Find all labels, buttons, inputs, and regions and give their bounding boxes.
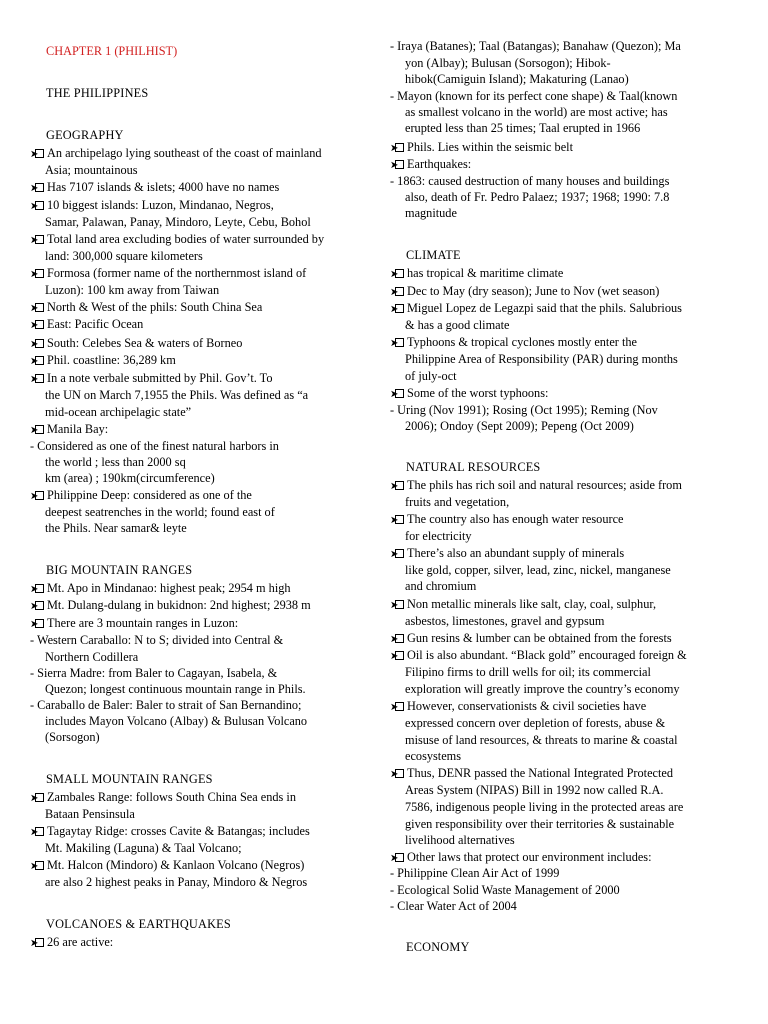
arrow-bullet-icon: ➤ (390, 284, 407, 301)
bullet-item (30, 352, 176, 370)
text-line (405, 368, 457, 385)
line-text: - Ecological Solid Waste Management of 2000 (390, 883, 620, 897)
line-text: - Sierra Madre: from Baler to Cagayan, Isabela, & (30, 666, 278, 680)
text-line (45, 504, 275, 521)
line-text: land: 300,000 square kilometers (45, 249, 203, 263)
arrow-bullet-icon: ➤ (390, 386, 407, 403)
bullet-item (30, 197, 274, 215)
line-text: VOLCANOES & EARTHQUAKES (46, 917, 231, 931)
arrow-bullet-icon: ➤ (390, 140, 407, 157)
arrow-bullet-icon: ➤ (390, 648, 407, 665)
text-line (405, 799, 683, 816)
arrow-bullet-icon: ➤ (390, 699, 407, 716)
line-text: & has a good climate (405, 318, 510, 332)
line-text: has tropical & maritime climate (407, 266, 564, 280)
text-line (405, 832, 515, 849)
line-text: Oil is also abundant. “Black gold” encouraged foreign & (407, 648, 687, 662)
line-text: Areas System (NIPAS) Bill in 1992 now called R.A. (405, 783, 664, 797)
bullet-item (390, 630, 672, 648)
line-text: CHAPTER 1 (PHILHIST) (46, 44, 178, 58)
text-line (405, 562, 671, 579)
line-text: - Iraya (Batanes); Taal (Batangas); Banahaw (Quezon); Ma (390, 39, 681, 53)
line-text: 26 are active: (47, 935, 114, 949)
bullet-item (390, 596, 656, 614)
line-text: are also 2 highest peaks in Panay, Mindoro & Negros (45, 875, 308, 889)
arrow-bullet-icon: ➤ (30, 371, 47, 388)
text-line (45, 454, 186, 471)
bullet-item (390, 511, 623, 529)
bullet-item (390, 283, 659, 301)
bullet-item (390, 765, 673, 783)
line-text: the world ; less than 2000 sq (45, 455, 186, 469)
line-text: Miguel Lopez de Legazpi said that the phils. Salubrious (407, 301, 682, 315)
text-line (405, 104, 668, 121)
line-text: yon (Albay); Bulusan (Sorsogon); Hibok- (405, 56, 611, 70)
line-text: In a note verbale submitted by Phil. Gov’t. To (47, 371, 273, 385)
line-text: Earthquakes: (407, 157, 472, 171)
arrow-bullet-icon: ➤ (30, 488, 47, 505)
text-line (405, 120, 640, 137)
line-text: Zambales Range: follows South China Sea ends in (47, 790, 296, 804)
line-text: Typhoons & tropical cyclones mostly enter the (407, 335, 637, 349)
text-line (390, 88, 677, 105)
text-line (45, 713, 307, 730)
arrow-bullet-icon: ➤ (390, 157, 407, 174)
line-text: Mt. Halcon (Mindoro) & Kanlaon Volcano (Negros) (47, 858, 305, 872)
line-text: Dec to May (dry season); June to Nov (wet season) (407, 284, 660, 298)
arrow-bullet-icon: ➤ (30, 422, 47, 439)
line-text: - Philippine Clean Air Act of 1999 (390, 866, 560, 880)
text-line (405, 189, 669, 206)
text-line (405, 816, 674, 833)
line-text: (Sorsogon) (45, 730, 100, 744)
line-text: Some of the worst typhoons: (407, 386, 549, 400)
line-text: Manila Bay: (47, 422, 109, 436)
bullet-item (30, 857, 304, 875)
line-text: 2006); Ondoy (Sept 2009); Pepeng (Oct 2009) (405, 419, 634, 433)
text-line (30, 438, 279, 455)
text-line (45, 470, 215, 487)
text-line (45, 248, 203, 265)
text-line (390, 865, 559, 882)
line-text: expressed concern over depletion of forests, abuse & (405, 716, 666, 730)
line-text: 7586, indigenous people living in the protected areas are (405, 800, 684, 814)
bullet-item (30, 421, 108, 439)
bullet-item (390, 139, 573, 157)
line-text: CLIMATE (406, 248, 461, 262)
arrow-bullet-icon: ➤ (30, 266, 47, 283)
line-text: includes Mayon Volcano (Albay) & Bulusan Volcano (45, 714, 308, 728)
text-line (405, 418, 634, 435)
arrow-bullet-icon: ➤ (30, 790, 47, 807)
line-text: Gun resins & lumber can be obtained from the forests (407, 631, 672, 645)
line-text: Other laws that protect our environment includes: (407, 850, 652, 864)
line-text: - 1863: caused destruction of many houses and buildings (390, 174, 670, 188)
text-line (30, 697, 301, 714)
line-text: The phils has rich soil and natural resources; aside from (407, 478, 682, 492)
line-text: Tagaytay Ridge: crosses Cavite & Batangas; includes (47, 824, 310, 838)
text-line (390, 38, 681, 55)
line-text: Formosa (former name of the northernmost island of (47, 266, 307, 280)
arrow-bullet-icon: ➤ (30, 300, 47, 317)
text-line (45, 649, 138, 666)
text-line (405, 71, 629, 88)
line-text: like gold, copper, silver, lead, zinc, nickel, manganese (405, 563, 671, 577)
arrow-bullet-icon: ➤ (390, 266, 407, 283)
line-text: km (area) ; 190km(circumference) (45, 471, 215, 485)
line-text: for electricity (405, 529, 472, 543)
bullet-item (30, 370, 272, 388)
line-text: Total land area excluding bodies of water surrounded by (47, 232, 325, 246)
bullet-item (30, 487, 252, 505)
line-text: - Caraballo de Baler: Baler to strait of San Bernandino; (30, 698, 302, 712)
line-text: Filipino firms to drill wells for oil; its commercial (405, 665, 651, 679)
text-line (405, 681, 680, 698)
line-text: erupted less than 25 times; Taal erupted in 1966 (405, 121, 641, 135)
text-line (45, 729, 100, 746)
text-line (45, 806, 135, 823)
line-text: GEOGRAPHY (46, 128, 124, 142)
text-line (45, 214, 311, 231)
bullet-item (30, 316, 143, 334)
line-text: of july-oct (405, 369, 457, 383)
line-text: given responsibility over their territories & sustainable (405, 817, 675, 831)
text-line (405, 494, 509, 511)
line-text: Non metallic minerals like salt, clay, coal, sulphur, (407, 597, 657, 611)
text-line (405, 55, 611, 72)
line-text: There are 3 mountain ranges in Luzon: (47, 616, 239, 630)
bullet-item (30, 789, 296, 807)
line-text: and chromium (405, 579, 477, 593)
line-text: THE PHILIPPINES (46, 86, 149, 100)
line-text: Asia; mountainous (45, 163, 138, 177)
bullet-item (390, 477, 682, 495)
text-line (405, 317, 510, 334)
line-text: deepest seatrenches in the world; found east of (45, 505, 275, 519)
text-line (45, 404, 191, 421)
section-heading (406, 939, 470, 956)
arrow-bullet-icon: ➤ (30, 824, 47, 841)
bullet-item (390, 156, 471, 174)
line-text: mid-ocean archipelagic state” (45, 405, 192, 419)
bullet-item (390, 647, 687, 665)
bullet-item (390, 385, 548, 403)
bullet-item (30, 823, 310, 841)
line-text: exploration will greatly improve the country’s economy (405, 682, 680, 696)
text-line (405, 351, 678, 368)
arrow-bullet-icon: ➤ (30, 146, 47, 163)
arrow-bullet-icon: ➤ (30, 198, 47, 215)
bullet-item (30, 934, 113, 952)
line-text: hibok(Camiguin Island); Makaturing (Lanao) (405, 72, 629, 86)
bullet-item (30, 231, 324, 249)
line-text: Samar, Palawan, Panay, Mindoro, Leyte, Cebu, Bohol (45, 215, 311, 229)
section-heading (46, 771, 213, 788)
text-line (405, 748, 461, 765)
line-text: ECONOMY (406, 940, 470, 954)
bullet-item (30, 597, 311, 615)
arrow-bullet-icon: ➤ (30, 858, 47, 875)
arrow-bullet-icon: ➤ (390, 546, 407, 563)
arrow-bullet-icon: ➤ (30, 180, 47, 197)
text-line (405, 613, 604, 630)
line-text: Phils. Lies within the seismic belt (407, 140, 573, 154)
line-text: - Uring (Nov 1991); Rosing (Oct 1995); Reming (Nov (390, 403, 658, 417)
arrow-bullet-icon: ➤ (390, 597, 407, 614)
text-line (390, 173, 669, 190)
section-heading (406, 459, 540, 476)
line-text: misuse of land resources, & threats to marine & coastal (405, 733, 678, 747)
arrow-bullet-icon: ➤ (30, 317, 47, 334)
arrow-bullet-icon: ➤ (390, 335, 407, 352)
line-text: magnitude (405, 206, 457, 220)
line-text: Has 7107 islands & islets; 4000 have no names (47, 180, 280, 194)
line-text: NATURAL RESOURCES (406, 460, 541, 474)
section-heading (46, 43, 177, 60)
line-text: Mt. Dulang-dulang in bukidnon: 2nd highest; 2938 m (47, 598, 311, 612)
section-heading (46, 916, 231, 933)
text-line (405, 205, 457, 222)
line-text: - Considered as one of the finest natural harbors in (30, 439, 279, 453)
line-text: asbestos, limestones, gravel and gypsum (405, 614, 605, 628)
bullet-item (30, 580, 291, 598)
arrow-bullet-icon: ➤ (390, 512, 407, 529)
bullet-item (30, 335, 242, 353)
text-line (45, 282, 219, 299)
line-text: fruits and vegetation, (405, 495, 510, 509)
line-text: East: Pacific Ocean (47, 317, 144, 331)
text-line (45, 520, 187, 537)
line-text: Luzon): 100 km away from Taiwan (45, 283, 220, 297)
line-text: Phil. coastline: 36,289 km (47, 353, 176, 367)
line-text: 10 biggest islands: Luzon, Mindanao, Negros, (47, 198, 274, 212)
arrow-bullet-icon: ➤ (390, 301, 407, 318)
line-text: Philippine Deep: considered as one of the (47, 488, 252, 502)
line-text: the Phils. Near samar& leyte (45, 521, 187, 535)
bullet-item (390, 698, 646, 716)
text-line (405, 664, 651, 681)
text-line (45, 681, 306, 698)
text-line (390, 402, 658, 419)
text-line (390, 898, 517, 915)
line-text: also, death of Fr. Pedro Palaez; 1937; 1968; 1990: 7.8 (405, 190, 670, 204)
text-line (45, 840, 242, 857)
text-line (405, 715, 665, 732)
bullet-item (390, 545, 624, 563)
line-text: The country also has enough water resource (407, 512, 624, 526)
text-line (390, 882, 620, 899)
arrow-bullet-icon: ➤ (30, 353, 47, 370)
text-line (30, 665, 277, 682)
line-text: However, conservationists & civil societies have (407, 699, 647, 713)
text-line (405, 782, 663, 799)
text-line (45, 387, 308, 404)
arrow-bullet-icon: ➤ (390, 850, 407, 867)
bullet-item (30, 265, 306, 283)
text-line (405, 578, 476, 595)
line-text: Quezon; longest continuous mountain range in Phils. (45, 682, 306, 696)
arrow-bullet-icon: ➤ (30, 336, 47, 353)
bullet-item (30, 145, 322, 163)
line-text: Thus, DENR passed the National Integrated Protected (407, 766, 674, 780)
arrow-bullet-icon: ➤ (30, 935, 47, 952)
line-text: as smallest volcano in the world) are most active; has (405, 105, 668, 119)
section-heading (46, 85, 148, 102)
line-text: An archipelago lying southeast of the coast of mainland (47, 146, 322, 160)
arrow-bullet-icon: ➤ (30, 232, 47, 249)
line-text: South: Celebes Sea & waters of Borneo (47, 336, 243, 350)
arrow-bullet-icon: ➤ (390, 766, 407, 783)
arrow-bullet-icon: ➤ (30, 616, 47, 633)
section-heading (406, 247, 461, 264)
line-text: - Clear Water Act of 2004 (390, 899, 517, 913)
text-line (405, 528, 472, 545)
line-text: livelihood alternatives (405, 833, 515, 847)
line-text: BIG MOUNTAIN RANGES (46, 563, 193, 577)
text-line (45, 162, 138, 179)
arrow-bullet-icon: ➤ (30, 598, 47, 615)
arrow-bullet-icon: ➤ (390, 478, 407, 495)
bullet-item (390, 300, 682, 318)
line-text: North & West of the phils: South China Sea (47, 300, 263, 314)
line-text: - Mayon (known for its perfect cone shape) & Taal(known (390, 89, 678, 103)
arrow-bullet-icon: ➤ (30, 581, 47, 598)
line-text: SMALL MOUNTAIN RANGES (46, 772, 213, 786)
bullet-item (30, 615, 238, 633)
line-text: Bataan Pensinsula (45, 807, 135, 821)
line-text: the UN on March 7,1955 the Phils. Was defined as “a (45, 388, 309, 402)
text-line (30, 632, 283, 649)
text-line (405, 732, 678, 749)
line-text: - Western Caraballo: N to S; divided into Central & (30, 633, 284, 647)
bullet-item (30, 299, 262, 317)
bullet-item (390, 265, 563, 283)
bullet-item (30, 179, 279, 197)
section-heading (46, 127, 124, 144)
section-heading (46, 562, 192, 579)
line-text: There’s also an abundant supply of minerals (407, 546, 625, 560)
text-line (45, 874, 307, 891)
bullet-item (390, 334, 637, 352)
line-text: ecosystems (405, 749, 462, 763)
line-text: Mt. Apo in Mindanao: highest peak; 2954 m high (47, 581, 291, 595)
line-text: Mt. Makiling (Laguna) & Taal Volcano; (45, 841, 242, 855)
line-text: Northern Codillera (45, 650, 139, 664)
arrow-bullet-icon: ➤ (390, 631, 407, 648)
line-text: Philippine Area of Responsibility (PAR) during months (405, 352, 678, 366)
